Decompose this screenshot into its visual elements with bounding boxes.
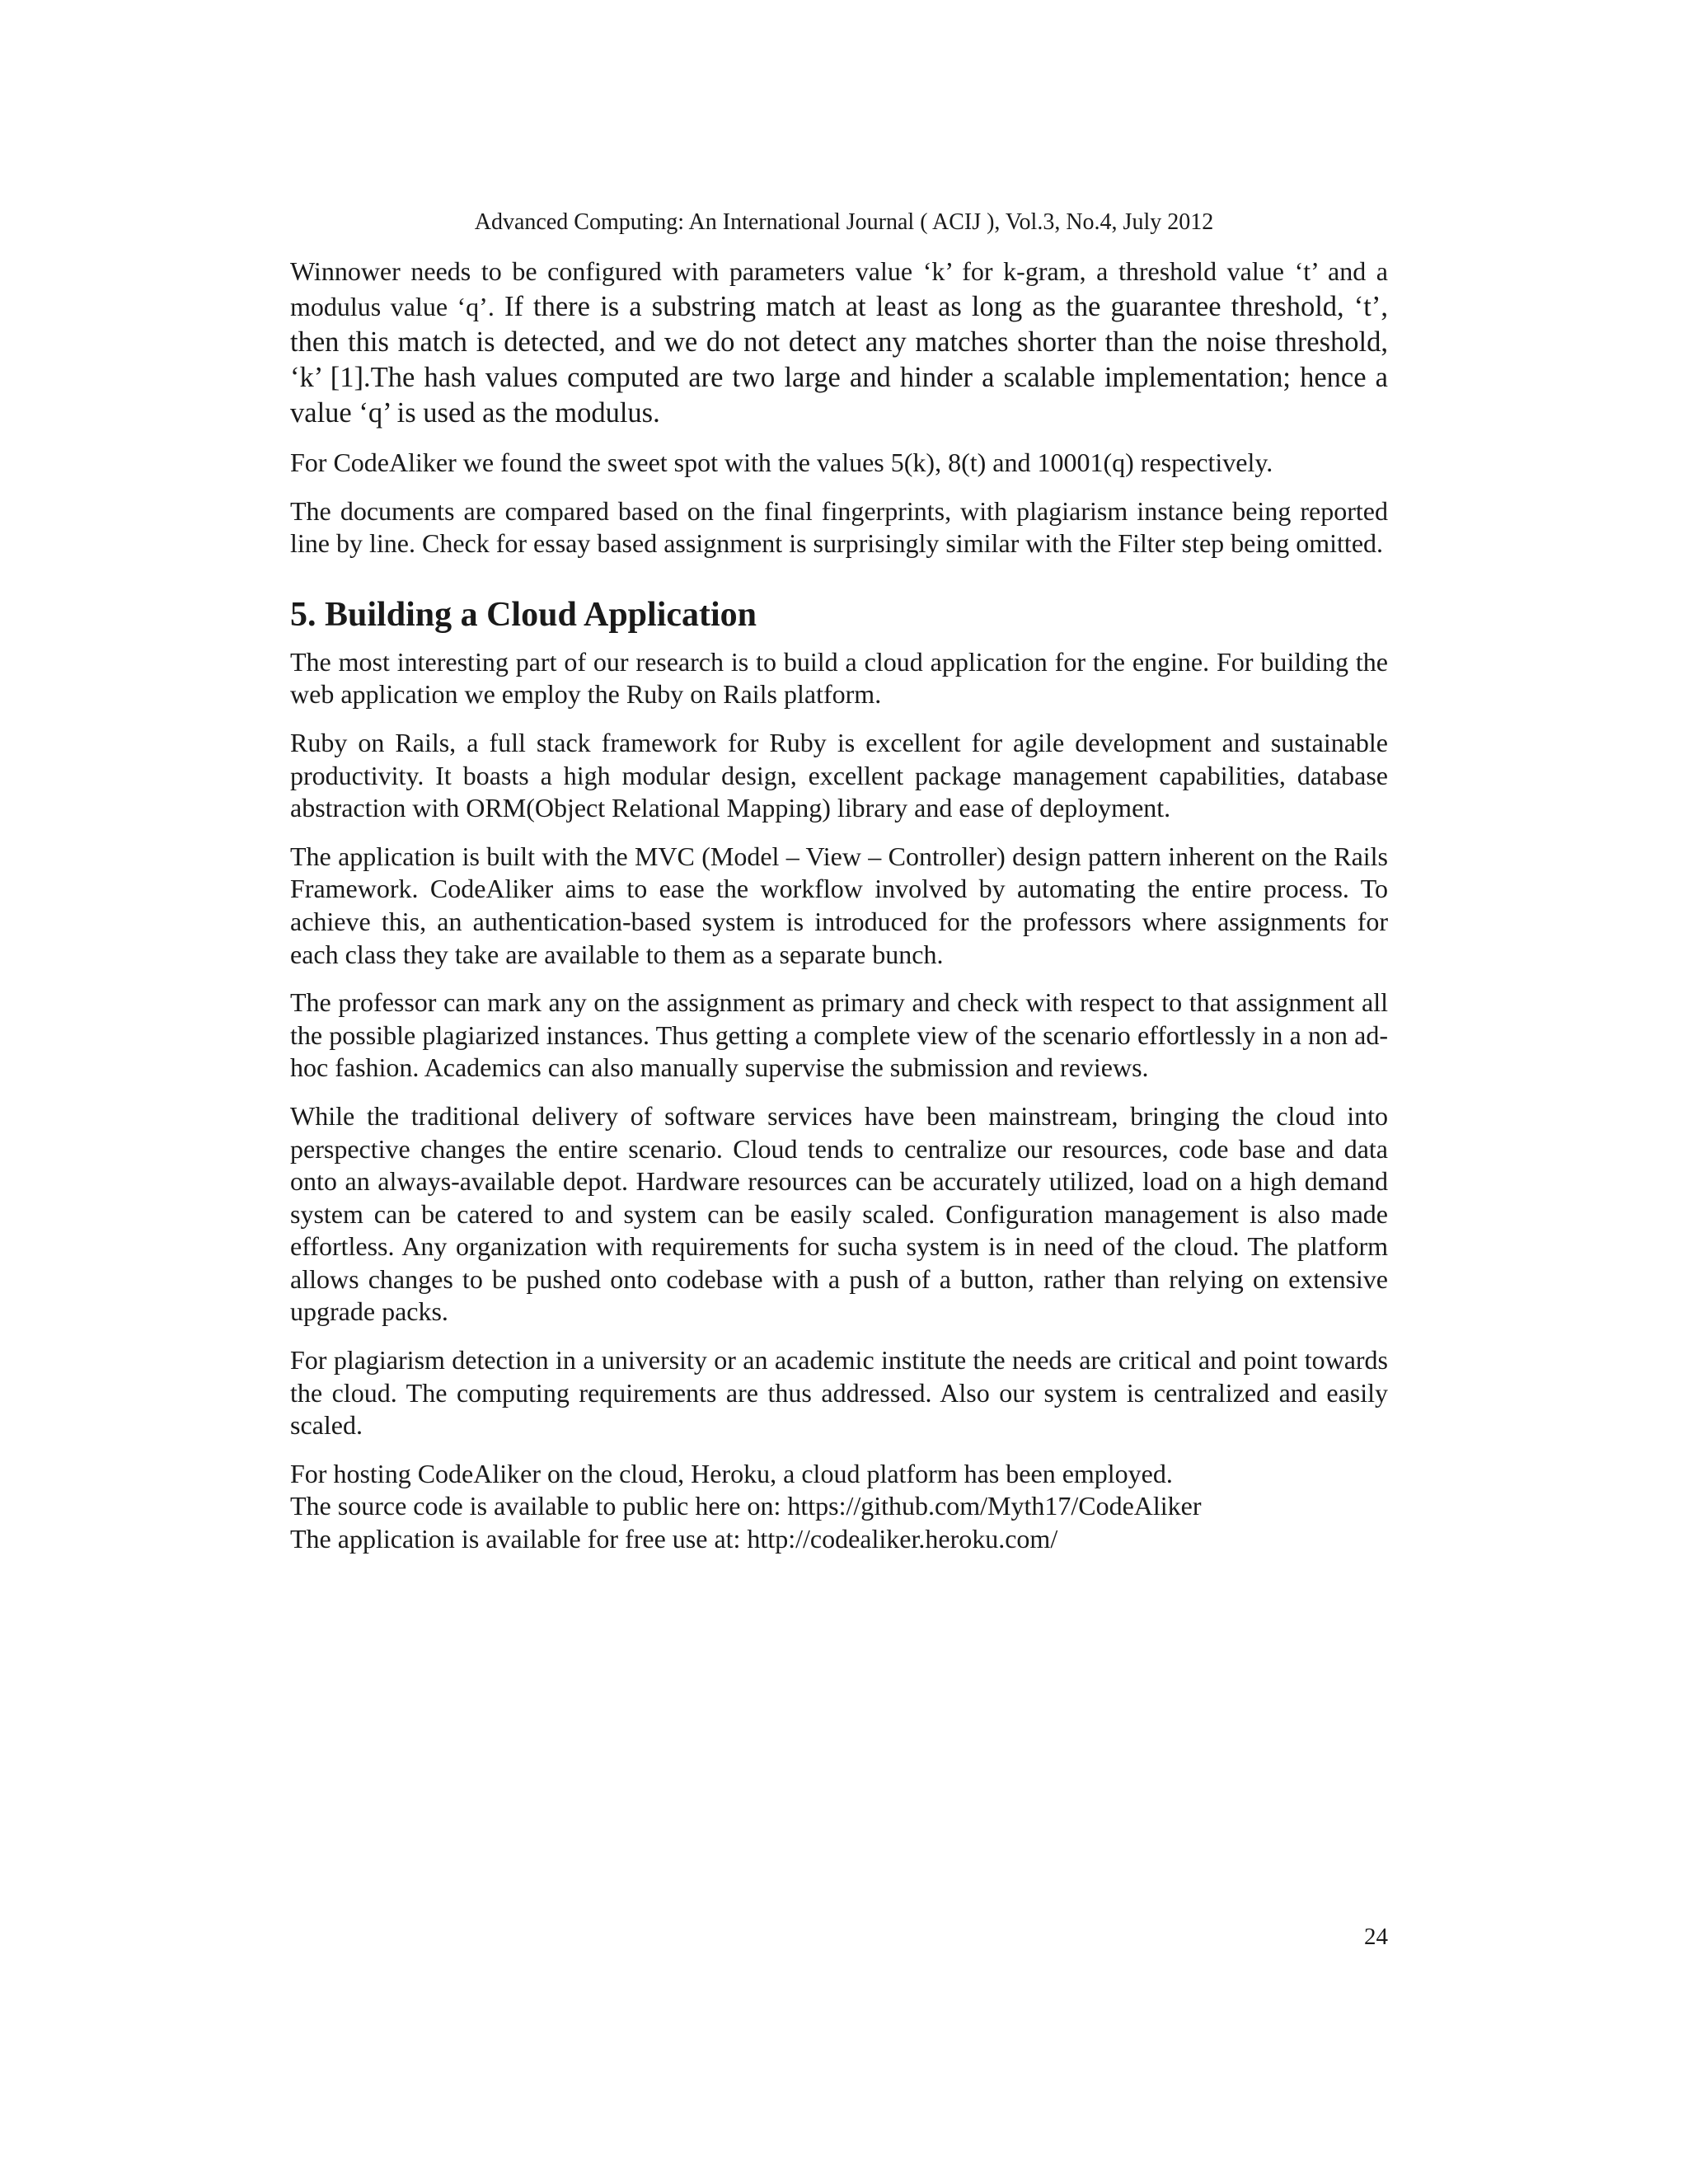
application-url-line: The application is available for free use at: http://codealiker.heroku.com/ (290, 1524, 1058, 1554)
paragraph-winnower-lead: Winnower needs to be configured with parameters value ‘k’ for k-gram, a threshold value ‘t’ and a modulus value ‘q’. (290, 256, 1388, 321)
hosting-info (290, 1458, 1388, 1556)
paragraph-professor: The professor can mark any on the assignment as primary and check with respect to that assignment all the possible plagiarized instances. Thus getting a complete view of the scenario effortlessly in a non ad-hoc fashion. Academics can also manually supervise the submission and reviews. (290, 987, 1388, 1083)
running-header: Advanced Computing: An International Journal ( ACIJ ), Vol.3, No.4, July 2012 (474, 209, 1214, 235)
paragraph-winnower-parameters (290, 254, 1388, 431)
section-heading: 5. Building a Cloud Application (290, 595, 757, 634)
paragraph-plagiarism-needs: For plagiarism detection in a university or an academic institute the needs are critical and point towards the cloud. The computing requirements are thus addressed. Also our system is centralized and easily scaled. (290, 1345, 1388, 1441)
paragraph-cloud-intro: The most interesting part of our research is to build a cloud application for the engine. For building the web application we employ the Ruby on Rails platform. (290, 646, 1388, 710)
page-number: 24 (1364, 1924, 1388, 1950)
paragraph-ruby-on-rails: Ruby on Rails, a full stack framework for Ruby is excellent for agile development and sustainable productivity. It boasts a high modular design, excellent package management capabilities, database abstraction with ORM(Object Relational Mapping) library and ease of deployment. (290, 727, 1388, 823)
paragraph-traditional-delivery: While the traditional delivery of software services have been mainstream, bringing the cloud into perspective changes the entire scenario. Cloud tends to centralize our resources, code base and data onto an always-available depot. Hardware resources can be accurately utilized, load on a high demand system can be catered to and system can be easily scaled. Configuration management is also made effortless. Any organization with requirements for sucha system is in need of the cloud. The platform allows changes to be pushed onto codebase with a push of a button, rather than relying on extensive upgrade packs. (290, 1100, 1388, 1327)
paragraph-winnower-rest: If there is a substring match at least as long as the guarantee threshold, ‘t’, then this match is detected, and we do not detect any matches shorter than the noise threshold, ‘k’ [1].The hash values computed are two large and hinder a scalable implementation; hence a value ‘q’ is used as the modulus. (290, 291, 1388, 429)
source-code-line: The source code is available to public here on: https://github.com/Myth17/CodeAliker (290, 1491, 1202, 1521)
hosting-line: For hosting CodeAliker on the cloud, Heroku, a cloud platform has been employed. (290, 1458, 1173, 1488)
paragraph-fingerprints: The documents are compared based on the final fingerprints, with plagiarism instance being reported line by line. Check for essay based assignment is surprisingly similar with the Filter step being omitted. (290, 495, 1388, 559)
paragraph-mvc: The application is built with the MVC (Model – View – Controller) design pattern inherent on the Rails Framework. CodeAliker aims to ease the workflow involved by automating the entire process. To achieve this, an authentication-based system is introduced for the professors where assignments for each class they take are available to them as a separate bunch. (290, 841, 1388, 969)
body-text (290, 254, 1388, 1556)
paragraph-sweet-spot: For CodeAliker we found the sweet spot with the values 5(k), 8(t) and 10001(q) respectively. (290, 448, 1273, 477)
